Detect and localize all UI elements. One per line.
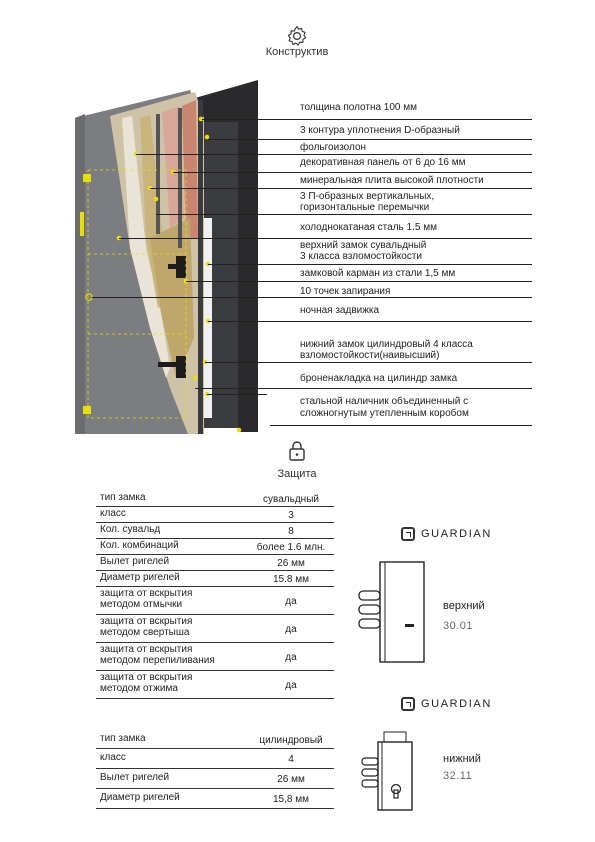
table-rule	[96, 788, 334, 789]
feature-label: 3 контура уплотнения D-образный	[300, 125, 460, 136]
spec-value: сувальдный	[263, 493, 319, 505]
feature-line	[208, 264, 532, 265]
upper-lock-code: 30.01	[443, 620, 474, 632]
spec-label: Диаметр ригелей	[100, 571, 180, 583]
spec-value: 26 мм	[277, 557, 305, 569]
feature-line	[205, 362, 532, 363]
feature-line	[173, 172, 532, 173]
spec-label: Кол. сувальд	[100, 523, 161, 535]
lower-lock-spec-table	[96, 731, 334, 811]
feature-label: броненакладка на цилиндр замка	[300, 373, 458, 384]
feature-label: 10 точек запирания	[300, 286, 391, 297]
feature-label: ночная задвижка	[300, 305, 380, 316]
table-rule	[96, 614, 334, 615]
lower-lock-drawing	[358, 730, 418, 812]
guardian-logo-icon	[401, 697, 415, 711]
table-rule	[96, 698, 334, 699]
protection-title: Защита	[277, 468, 317, 480]
table-rule	[96, 768, 334, 769]
guardian-logo-icon	[401, 527, 415, 541]
feature-label: декоративная панель от 6 до 16 мм	[300, 157, 466, 168]
door-illustration	[70, 78, 260, 434]
feature-label: сложногнутым утепленным коробом	[300, 408, 469, 419]
lower-lock-brand: GUARDIAN	[401, 697, 492, 711]
feature-label: верхний замок сувальдный	[300, 240, 427, 251]
spec-label: защита от вскрытия методом отжима	[100, 672, 193, 694]
spec-label: тип замка	[100, 733, 146, 744]
spec-label: Вылет ригелей	[100, 555, 170, 567]
feature-label: нижний замок цилиндровый 4 класса	[300, 339, 473, 350]
spec-value: да	[285, 679, 297, 691]
upper-lock-spec-table	[96, 490, 334, 700]
feature-line	[195, 388, 532, 389]
feature-label: 3 класса взломостойкости	[300, 251, 423, 262]
padlock-icon	[288, 440, 306, 462]
spec-label: класс	[100, 507, 126, 519]
feature-line	[136, 154, 532, 155]
feature-label: замковой карман из стали 1,5 мм	[300, 268, 456, 279]
spec-value: 15.8 мм	[273, 573, 309, 585]
spec-label: защита от вскрытия методом перепиливания	[100, 644, 215, 666]
spec-value: 3	[288, 509, 294, 521]
feature-line	[150, 188, 532, 189]
spec-label: тип замка	[100, 491, 146, 503]
spec-value: да	[285, 623, 297, 635]
spec-value: да	[285, 651, 297, 663]
spec-label: Диаметр ригелей	[100, 791, 180, 803]
feature-label: толщина полотна 100 мм	[300, 102, 418, 113]
table-rule	[96, 642, 334, 643]
table-rule	[96, 808, 334, 809]
feature-line	[119, 238, 532, 239]
feature-line	[202, 119, 532, 120]
feature-label: 3 П-образных вертикальных,	[300, 191, 435, 202]
feature-line	[207, 394, 267, 395]
upper-lock-drawing	[356, 560, 426, 664]
feature-label: минеральная плита высокой плотности	[300, 175, 484, 186]
feature-line	[92, 297, 532, 298]
spec-value: 15,8 мм	[273, 793, 309, 805]
spec-value: 8	[288, 525, 294, 537]
construction-icon	[285, 24, 309, 48]
lower-lock-code: 32.11	[443, 770, 473, 782]
table-rule	[96, 748, 334, 749]
spec-label: Вылет ригелей	[100, 771, 170, 783]
table-rule	[96, 506, 334, 507]
spec-value: более 1.6 млн.	[256, 541, 326, 553]
spec-label: защита от вскрытия методом свертыша	[100, 616, 193, 638]
feature-label: фольгоизолон	[300, 142, 367, 153]
lower-lock-position: нижний	[443, 753, 481, 765]
table-rule	[96, 586, 334, 587]
feature-label: холоднокатаная сталь 1.5 мм	[300, 222, 437, 233]
feature-line	[156, 214, 532, 215]
construction-title: Конструктив	[265, 46, 329, 58]
feature-line	[208, 139, 532, 140]
spec-value: 4	[288, 753, 294, 765]
spec-label: класс	[100, 751, 126, 763]
feature-label: горизонтальные перемычки	[300, 202, 430, 213]
feature-line	[270, 425, 532, 426]
upper-lock-brand: GUARDIAN	[401, 527, 492, 541]
spec-value: да	[285, 595, 297, 607]
spec-value: цилиндровый	[259, 735, 323, 746]
feature-label: взломостойкости(наивысший)	[300, 350, 440, 361]
feature-label: стальной наличник объединенный с	[300, 396, 469, 407]
spec-label: защита от вскрытия методом отмычки	[100, 588, 193, 610]
feature-line	[208, 321, 532, 322]
upper-lock-position: верхний	[443, 600, 485, 612]
spec-value: 26 мм	[277, 773, 305, 785]
table-rule	[96, 670, 334, 671]
feature-line	[186, 281, 532, 282]
spec-label: Кол. комбинаций	[100, 539, 179, 551]
